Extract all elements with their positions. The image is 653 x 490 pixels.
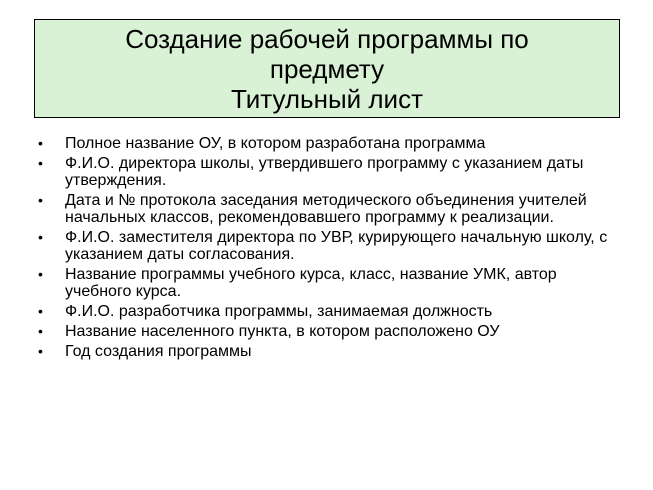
list-item-text: Год создания программы	[65, 343, 252, 360]
bullet-icon: •	[38, 135, 43, 151]
bullet-icon: •	[38, 266, 43, 282]
list-item-text: Полное название ОУ, в котором разработана программа	[65, 135, 486, 152]
bullet-icon: •	[38, 343, 43, 359]
list-item	[38, 135, 618, 152]
list-item	[38, 303, 618, 320]
list-item-text: Ф.И.О. заместителя директора по УВР, курирующего начальную школу, с указанием даты согласования.	[65, 229, 608, 263]
bullet-icon: •	[38, 229, 43, 245]
bullet-icon: •	[38, 192, 43, 208]
bullet-list	[38, 135, 618, 363]
slide-title-box	[34, 19, 620, 118]
list-item	[38, 343, 618, 360]
list-item-text: Ф.И.О. директора школы, утвердившего программу с указанием даты утверждения.	[65, 155, 584, 189]
list-item	[38, 155, 618, 189]
list-item-text: Название населенного пункта, в котором расположено ОУ	[65, 323, 500, 340]
list-item	[38, 266, 618, 300]
list-item	[38, 323, 618, 340]
list-item	[38, 192, 618, 226]
list-item-text: Название программы учебного курса, класс, название УМК, автор учебного курса.	[65, 266, 557, 300]
bullet-icon: •	[38, 303, 43, 319]
list-item-text: Дата и № протокола заседания методического объединения учителей начальных классов, рекомендовавшего программу к реализации.	[65, 192, 587, 226]
list-item-text: Ф.И.О. разработчика программы, занимаемая должность	[65, 303, 493, 320]
slide-title-line-1: Создание рабочей программы по	[125, 23, 529, 54]
slide-title-line-2: предмету	[269, 53, 385, 84]
bullet-icon: •	[38, 323, 43, 339]
list-item	[38, 229, 618, 263]
slide-subtitle: Титульный лист	[230, 83, 423, 114]
bullet-icon: •	[38, 155, 43, 171]
